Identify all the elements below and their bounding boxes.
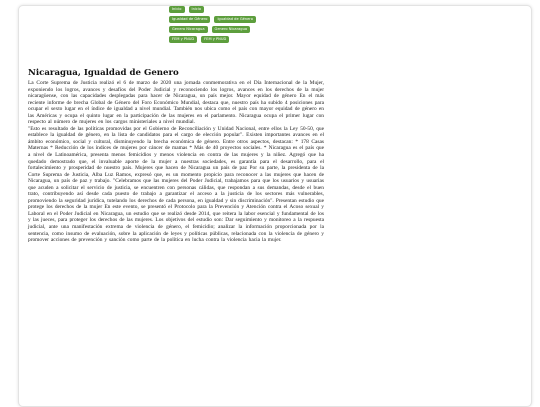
tag-navigation <box>169 6 289 46</box>
tag-row <box>169 6 289 13</box>
tag-genero-nicaragua[interactable]: Genero Nicaragua <box>169 26 208 33</box>
article-body <box>28 80 324 244</box>
tag-row <box>169 16 289 23</box>
article-paragraph: La Corte Suprema de Justicia realizó el 6 de marzo de 2020 una jornada conmemorativa en el Día Internacional de la Mujer, exponiendo los logros, avances y desafíos del Poder Judicial y reconociendo los logros, avances en los derechos de la mujer nicaragüense, con las capacidades desplegadas para hacer de Nicaragua, un país mejor. Mayor equidad de género En el más reciente informe de brecha Global de Género del Foro Económico Mundial, destaca que, nuestro país ha subido 4 posiciones para ocupar el sexto lugar en el índice de igualdad a nivel mundial. También nos ubica como el país con mayor equidad de género en las Américas y ocupa el quinto lugar en la participación de las mujeres en el parlamento. Nicaragua ocupa el primer lugar con respecto al número de mujeres en los cargos ministeriales a nivel mundial. <box>28 80 324 126</box>
tag-inicio-alt[interactable]: Inicio <box>189 6 205 13</box>
tag-row <box>169 26 289 33</box>
tag-inicio[interactable]: Inicio <box>169 6 185 13</box>
tag-genero-nicaragua-alt[interactable]: Genero Nicaragua <box>212 26 251 33</box>
tag-fem-y-pnud-alt[interactable]: FEM y PNUD <box>201 36 229 43</box>
page-container <box>18 5 532 407</box>
tag-igualdad-de-genero-alt[interactable]: Igualdad de Género <box>214 16 255 23</box>
article-title: Nicaragua, Igualdad de Genero <box>28 68 179 78</box>
tag-igualdad-de-genero[interactable]: Igualdad de Género <box>169 16 210 23</box>
article-paragraph: "Esto es resultado de las políticas promovidas por el Gobierno de Reconciliación y Unidad Nacional, entre ellos la Ley 50-50, que establece la igualdad de género, en la lista de candidatos para el cargo de elección popular". Existen importantes avances en el ámbito económico, social y cultural, disminuyendo la brecha económica de género. Entre otros aspectos, destacan: * 178 Casas Maternas * Reducción de los índices de mujeres por cáncer de mamas * Más de 40 proyectos sociales. * Nicaragua es el país que a nivel de Latinoamérica, presenta menos femicidios y menos violencia en contra de las mujeres y la niñez. Agregó que ha quedado demostrado que, el invaluable aporte de la mujer a nuestras sociedades, es garantía para el desarrollo, para el fortalecimiento y prosperidad de nuestro país. Mujeres que hacen de Nicaragua un país de paz Por su parte, la presidenta de la Corte Suprema de Justicia, Alba Luz Ramos, expresó que, es un momento propicio para reconocer a las mujeres que hacen de Nicaragua, un país de paz y trabajo. "Celebramos que las mujeres del Poder Judicial, trabajamos para que los usuarios y usuarias que acuden a solicitar el servicio de justicia, se encuentren con personas cálidas, que respondan a sus demandas, desde el buen trato, contribuyendo así desde cada puesto de trabajo a garantizar el acceso a la justicia de los sectores más vulnerables, promoviendo la seguridad jurídica, tutelando los derechos de cada persona, en igualdad y sin discriminación". Presentan estudio que protege los derechos de la mujer En este evento, se presentó el Protocolo para la Prevención y Atención contra el Acoso sexual y Laboral en el Poder Judicial en Nicaragua, un estudio que se realizó desde 2014, que reitera la labor esencial y fundamental de los y las jueces, para proteger los derechos de las mujeres. Los objetivos del estudio son: Dar seguimiento y monitoreo a la respuesta judicial, ante una manifestación extrema de violencia de género, el femicidio; analizar la información proporcionada por la sentencia, como insumo de evaluación, sobre la aplicación de leyes y políticas públicas, relacionada con la violencia de género y promover acciones de prevención y sanción como parte de la política en lucha contra la violencia hacia la mujer. <box>28 125 324 244</box>
article <box>28 68 324 244</box>
tag-fem-y-pnud[interactable]: FEM y PNUD <box>169 36 197 43</box>
tag-row <box>169 36 289 43</box>
